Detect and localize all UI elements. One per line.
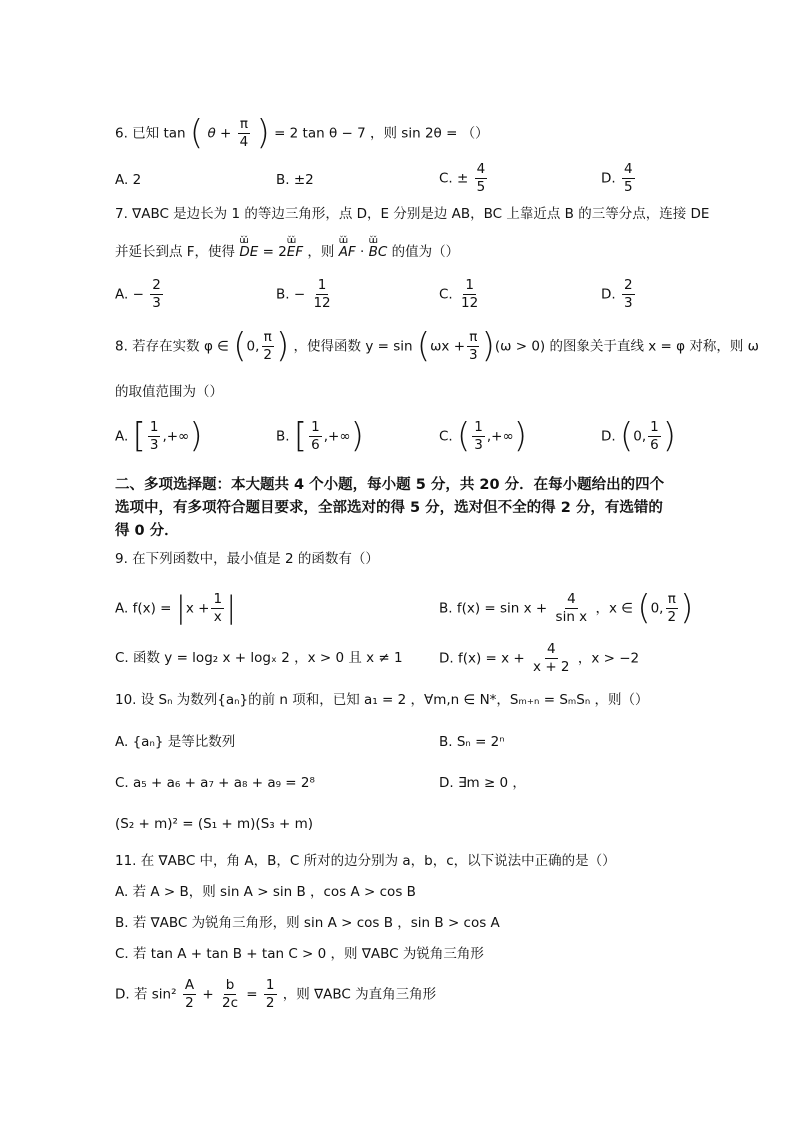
q8-option-c: C. ( $\frac{1}{3}$ ,+∞) bbox=[439, 415, 527, 456]
q6-option-d: D. $\frac{4}{5}$ bbox=[601, 161, 633, 195]
vector-bc: ǔǔ BC bbox=[369, 246, 388, 260]
vector-de: ǔǔ DE bbox=[239, 246, 258, 260]
q6-lparen: ( bbox=[189, 112, 204, 153]
q10-option-a: A. {aₙ} 是等比数列 bbox=[115, 734, 236, 750]
section2-line2: 选项中，有多项符合题目要求，全部选对的得 5 分，选对但不全的得 2 分，有选错的 bbox=[115, 500, 663, 516]
q7-line2: 并延长到点 F，使得 ǔǔ DE = 2ǔǔ EF ，则 ǔǔ AF · ǔǔ BC 的值为（） bbox=[115, 246, 459, 260]
q6-option-b: B. ±2 bbox=[276, 172, 314, 188]
q9-option-c: C. 函数 y = log₂ x + logₓ 2 ，x > 0 且 x ≠ 1 bbox=[115, 650, 403, 666]
q11-option-c: C. 若 tan A + tan B + tan C > 0 ，则 ∇ABC 为锐角三角形 bbox=[115, 946, 484, 962]
q10-option-d: D. ∃m ≥ 0 ， bbox=[439, 775, 526, 791]
vector-af: ǔǔ AF bbox=[339, 246, 356, 260]
q10-option-d-cont: (S₂ + m)² = (S₁ + m)(S₃ + m) bbox=[115, 816, 313, 832]
q9-option-d: D. f(x) = x + $\frac{4}{x + 2}$ ，x > −2 bbox=[439, 641, 640, 675]
q7-option-b: B. − $\frac{1}{12}$ bbox=[276, 277, 331, 311]
section2-line1: 二、多项选择题：本大题共 4 个小题，每小题 5 分，共 20 分．在每小题给出的四个 bbox=[115, 477, 665, 493]
q6-tan: tan bbox=[163, 125, 186, 142]
q6-option-a: A. 2 bbox=[115, 172, 142, 188]
q10-option-c: C. a₅ + a₆ + a₇ + a₈ + a₉ = 2⁸ bbox=[115, 775, 315, 791]
q6-plus: + bbox=[220, 125, 232, 142]
q6-rparen: ) bbox=[256, 112, 270, 153]
q6-rhs: = 2 tan θ − 7 bbox=[274, 125, 366, 142]
q8-line2: 的取值范围为（） bbox=[115, 384, 223, 400]
q9-option-a: A. f(x) = |x + $\frac{1}{x}$ | bbox=[115, 590, 237, 626]
q8-stem: 8. 若存在实数 φ ∈ (0, $\frac{\pi}{2}$ ) ，使得函数 y = sin (ωx + $\frac{\pi}{3}$ )(ω > 0) 的图象关于直线 x = φ 对称，则 ω bbox=[115, 325, 759, 366]
q6-option-c: C. ± $\frac{4}{5}$ bbox=[439, 161, 486, 195]
q6-stem bbox=[115, 112, 489, 153]
q7-option-d: D. $\frac{2}{3}$ bbox=[601, 277, 633, 311]
q6-tail: ，则 sin 2θ = （） bbox=[370, 125, 489, 142]
q9-option-b: B. f(x) = sin x + $\frac{4}{\text{sin x}}$ ，x ∈ (0, $\frac{\pi}{2}$ ) bbox=[439, 587, 694, 628]
q10-option-b: B. Sₙ = 2ⁿ bbox=[439, 734, 505, 750]
q7-line1: 7. ∇ABC 是边长为 1 的等边三角形，点 D，E 分别是边 AB，BC 上靠近点 B 的三等分点，连接 DE bbox=[115, 206, 710, 222]
q7-option-c: C. $\frac{1}{12}$ bbox=[439, 277, 479, 311]
q11-option-d: D. 若 sin² $\frac{A}{2}$ + $\frac{b}{2c}$ = $\frac{1}{2}$ ，则 ∇ABC 为直角三角形 bbox=[115, 977, 437, 1011]
q10-stem: 10. 设 Sₙ 为数列{aₙ}的前 n 项和，已知 a₁ = 2 ，∀m,n ∈ N*，Sₘ₊ₙ = SₘSₙ ，则（） bbox=[115, 692, 649, 708]
q6-theta: θ bbox=[207, 125, 216, 142]
q11-option-b: B. 若 ∇ABC 为锐角三角形，则 sin A > cos B ，sin B > cos A bbox=[115, 915, 500, 931]
q11-stem: 11. 在 ∇ABC 中，角 A，B，C 所对的边分别为 a，b，c，以下说法中正确的是（） bbox=[115, 853, 616, 869]
q7-option-a: A. − $\frac{2}{3}$ bbox=[115, 277, 161, 311]
section2-line3: 得 0 分． bbox=[115, 523, 179, 539]
q8-option-a: A. [ $\frac{1}{3}$ ,+∞) bbox=[115, 415, 203, 456]
q9-stem: 9. 在下列函数中，最小值是 2 的函数有（） bbox=[115, 551, 379, 567]
q8-option-d: D. (0, $\frac{1}{6}$ ) bbox=[601, 415, 676, 456]
q6-lead: 6. 已知 bbox=[115, 125, 160, 142]
q6-pi-over-4: $\frac{\pi}{4}$ bbox=[239, 116, 249, 150]
q8-option-b: B. [ $\frac{1}{6}$ ,+∞) bbox=[276, 415, 364, 456]
vector-ef: ǔǔ EF bbox=[287, 246, 303, 260]
q11-option-a: A. 若 A > B，则 sin A > sin B ，cos A > cos B bbox=[115, 884, 416, 900]
